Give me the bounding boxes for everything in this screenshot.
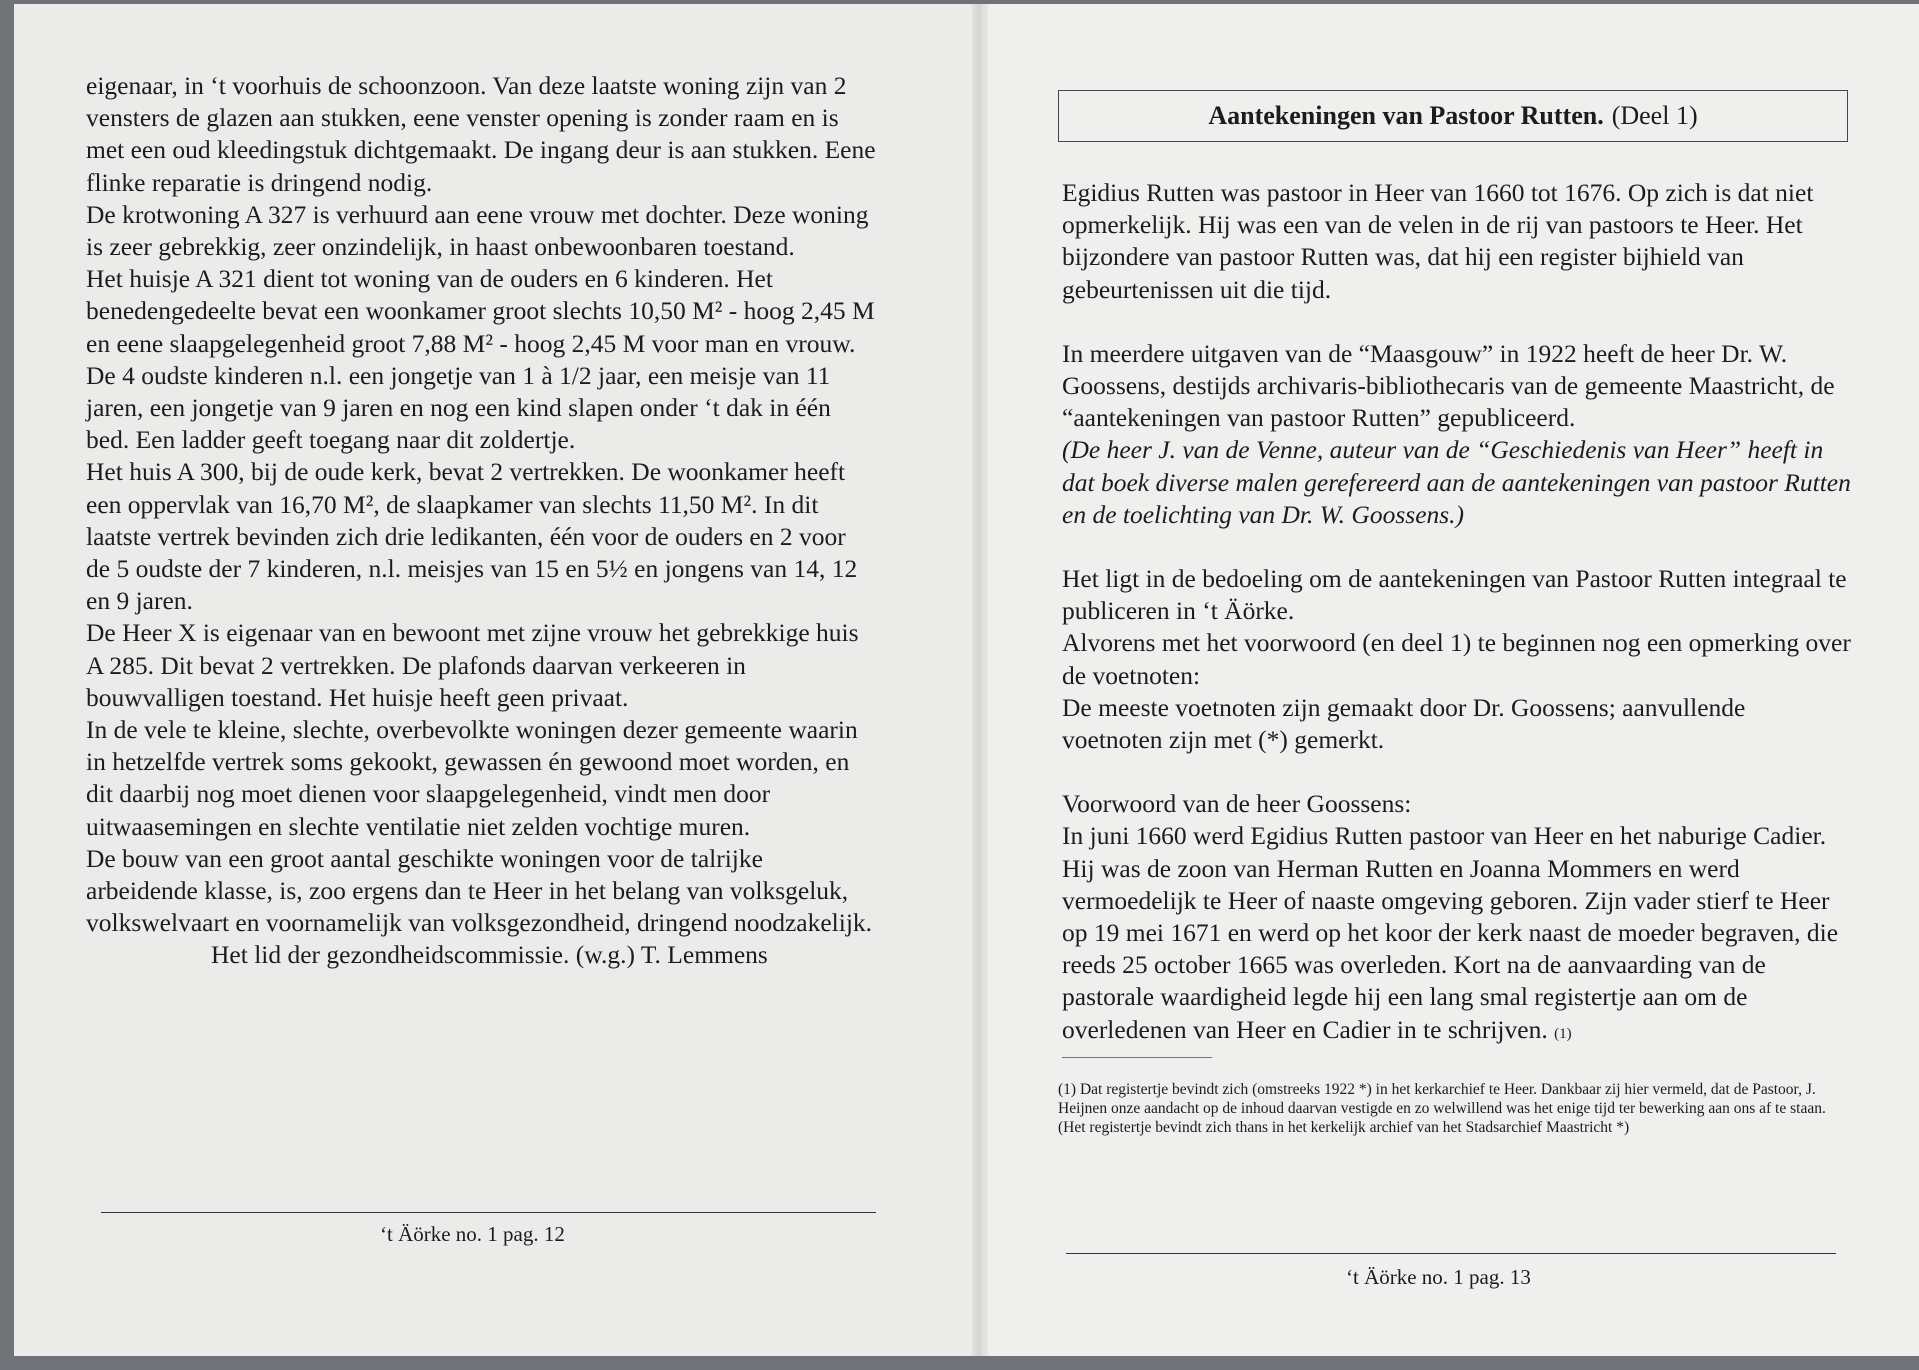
paragraph-text: In juni 1660 werd Egidius Rutten pastoor van Heer en het naburige Cadier. Hij was de zoon van Herman Rutten en Joanna Mommers en werd vermoedelijk te Heer of naaste omgeving geboren. Zijn vader stierf te Heer op 19 mei 1671 en werd op het koor der kerk naast de moeder begraven, die reeds 25 october 1665 was overleden. Kort na de aanvaarding van de pastorale waardigheid legde hij een lang smal registertje aan om de overledenen van Heer en Cadier in te schrijven. — [1062, 821, 1839, 1044]
paragraph: Het huisje A 321 dient tot woning van de ouders en 6 kinderen. Het benedengedeelte bevat een woonkamer groot slechts 10,50 M² - hoog 2,45 M en eene slaapgelegenheid groot 7,88 M² - hoog 2,45 M voor man en vrouw. De 4 oudste kinderen n.l. een jongetje van 1 à 1/2 jaar, een meisje van 11 jaren, een jongetje van 9 jaren en nog een kind slapen onder ‘t dak in één bed. Een ladder geeft toegang naar dit zoldertje. — [86, 264, 875, 455]
paragraph: De bouw van een groot aantal geschikte woningen voor de talrijke arbeidende klasse, is, zoo ergens dan te Heer in het belang van volksgeluk, volkswelvaart en voornamelijk van volksgezondheid, dringend noodzakelijk. — [86, 843, 873, 938]
section-heading: Voorwoord van de heer Goossens: — [1062, 789, 1412, 819]
book-gutter — [972, 4, 988, 1356]
footnote-separator — [1062, 1057, 1212, 1058]
paragraph: De Heer X is eigenaar van en bewoont met zijne vrouw het gebrekkige huis A 285. Dit bevat 2 vertrekken. De plafonds daarvan verkeeren in bouwvalligen toestand. Het huisje heeft geen privaat. — [86, 618, 859, 712]
right-page-body — [1062, 177, 1852, 1050]
footnote-block — [1058, 1080, 1848, 1137]
paragraph: In de vele te kleine, slechte, overbevolkte woningen dezer gemeente waarin in hetzelfde vertrek soms gekookt, gewassen én gewoond moet worden, en dit daarbij nog moet dienen voor slaapgelegenheid, vindt men door uitwaasemingen en slechte ventilatie niet zelden vochtige muren. — [86, 715, 858, 841]
footnote: (1) Dat registertje bevindt zich (omstreeks 1922 *) in het kerkarchief te Heer. Dankbaar zij hier vermeld, dat de Pastoor, J. Heijnen onze aandacht op de inhoud daarvan vestigde en zo welwillend was het enige tijd ter bewerking aan ons af te staan. — [1058, 1081, 1826, 1117]
paragraph: eigenaar, in ‘t voorhuis de schoonzoon. Van deze laatste woning zijn van 2 vensters de glazen aan stukken, eene venster opening is zonder raam en is met een oud kleedingstuk dichtgemaakt. De ingang deur is aan stukken. Eene flinke reparatie is dringend nodig. — [86, 71, 876, 197]
signature-line: Het lid der gezondheidscommissie. (w.g.) T. Lemmens — [211, 940, 768, 970]
footer-rule — [1066, 1253, 1836, 1254]
paragraph: Alvorens met het voorwoord (en deel 1) te beginnen nog een opmerking over de voetnoten: — [1062, 628, 1851, 690]
paragraph: Het ligt in de bedoeling om de aantekeningen van Pastoor Rutten integraal te publiceren in ‘t Äörke. — [1062, 564, 1847, 626]
paragraph: Het huis A 300, bij de oude kerk, bevat 2 vertrekken. De woonkamer heeft een oppervlak van 16,70 M², de slaapkamer van slechts 11,50 M². In dit laatste vertrek bevinden zich drie ledikanten, één voor de ouders en 2 voor de 5 oudste der 7 kinderen, n.l. meisjes van 15 en 5½ en jongens van 14, 12 en 9 jaren. — [86, 457, 858, 616]
right-page-folio: ‘t Äörke no. 1 pag. 13 — [1346, 1265, 1531, 1289]
italic-note: (De heer J. van de Venne, auteur van de “Geschiedenis van Heer” heeft in dat boek diverse malen gerefereerd aan de aantekeningen van pastoor Rutten en de toelichting van Dr. W. Goossens.) — [1062, 435, 1851, 529]
left-page-body — [86, 70, 876, 972]
paragraph: De krotwoning A 327 is verhuurd aan eene vrouw met dochter. Deze woning is zeer gebrekkig, zeer onzindelijk, in haast onbewoonbaren toestand. — [86, 199, 869, 262]
paragraph: In meerdere uitgaven van de “Maasgouw” in 1922 heeft de heer Dr. W. Goossens, destijds archivaris-bibliothecaris van de gemeente Maastricht, de “aantekeningen van pastoor Rutten” gepubliceerd. — [1062, 338, 1835, 433]
article-title: Aantekeningen van Pastoor Rutten. — [1208, 101, 1604, 130]
paragraph: Egidius Rutten was pastoor in Heer van 1660 tot 1676. Op zich is dat niet opmerkelijk. Hij was een van de velen in de rij van pastoors te Heer. Het bijzondere van pastoor Rutten was, dat hij een register bijhield van gebeurtenissen uit die tijd. — [1062, 178, 1814, 304]
article-title-box — [1058, 90, 1848, 142]
left-page-folio: ‘t Äörke no. 1 pag. 12 — [380, 1222, 565, 1246]
footnote-marker: (1) — [1554, 1025, 1572, 1042]
paragraph: De meeste voetnoten zijn gemaakt door Dr. Goossens; aanvullende voetnoten zijn met (*) gemerkt. — [1062, 692, 1746, 755]
footnote: (Het registertje bevindt zich thans in het kerkelijk archief van het Stadsarchief Maastricht *) — [1058, 1119, 1630, 1136]
article-part-label: (Deel 1) — [1611, 101, 1698, 130]
paragraph — [1062, 820, 1852, 1049]
footer-rule — [101, 1212, 876, 1213]
